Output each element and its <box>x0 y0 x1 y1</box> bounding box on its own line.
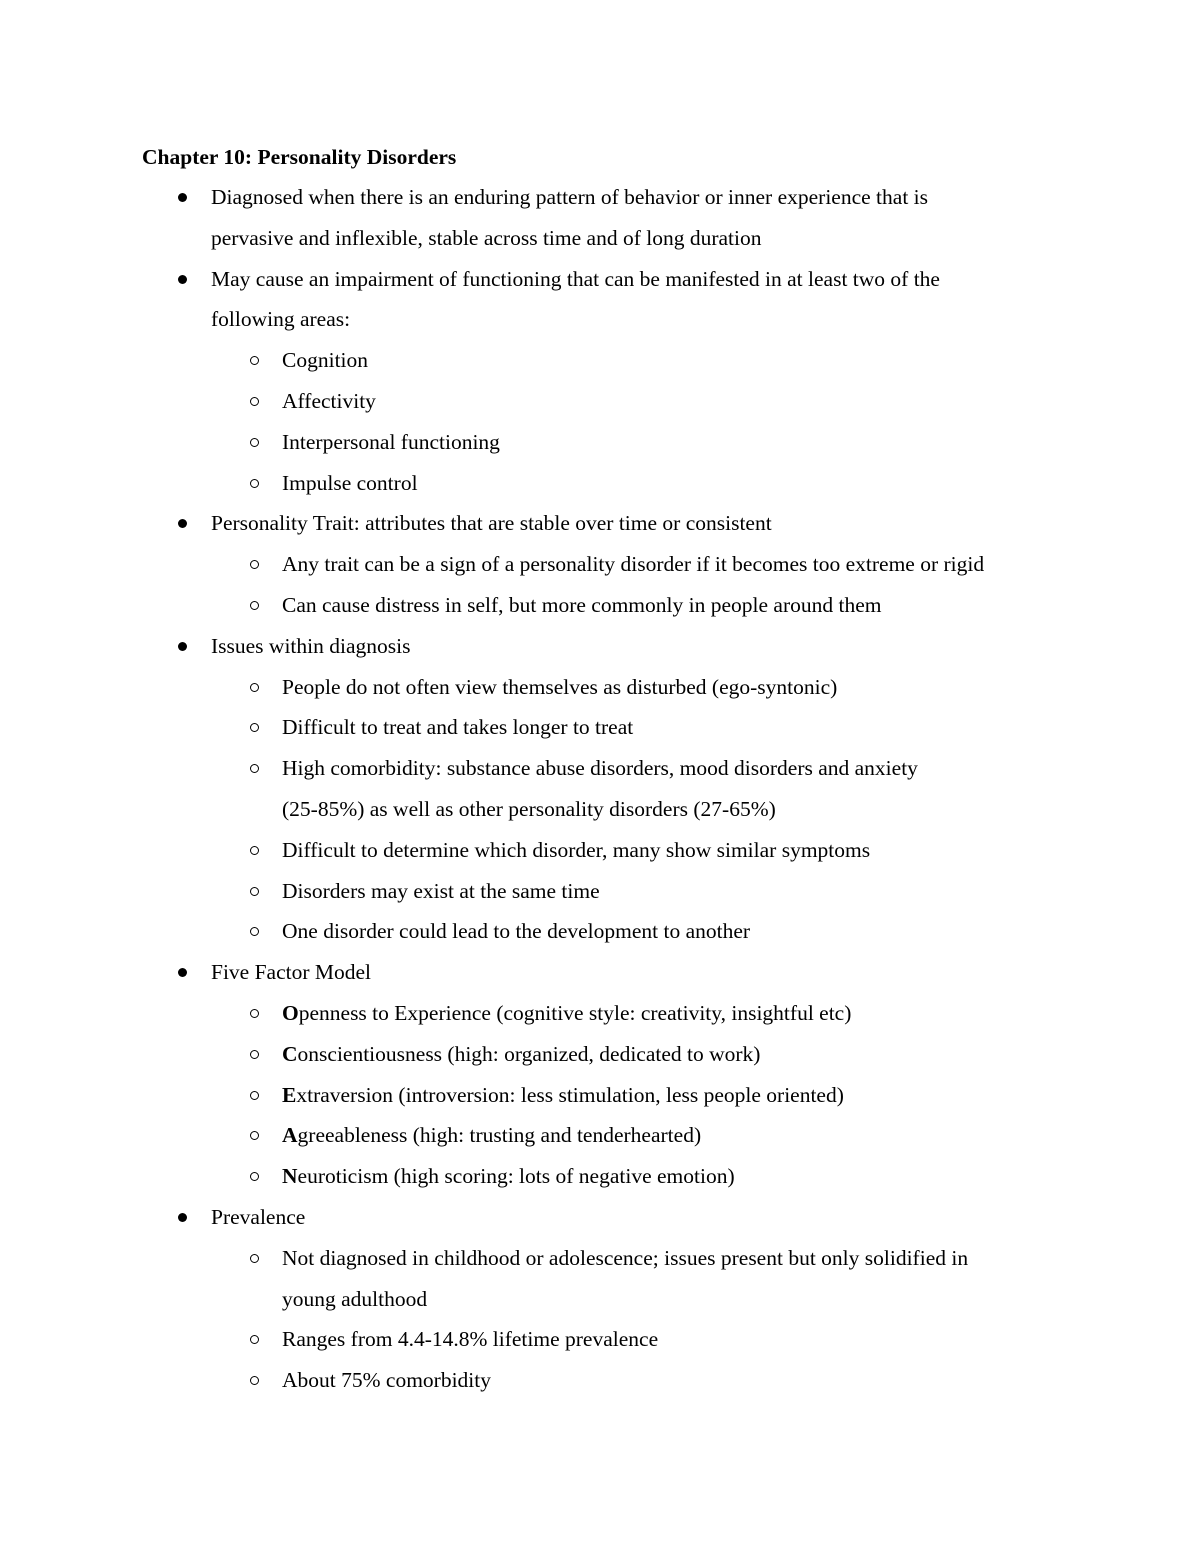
bullet-circle-icon <box>250 1091 259 1100</box>
line-text: Issues within diagnosis <box>211 633 411 658</box>
bullet-circle-icon <box>250 927 259 936</box>
sub-list-item <box>0 1322 1200 1363</box>
line-text: People do not often view themselves as disturbed (ego-syntonic) <box>282 674 838 699</box>
list-item-continuation <box>0 1282 1200 1323</box>
bullet-circle-icon <box>250 887 259 896</box>
line-text: Difficult to determine which disorder, many show similar symptoms <box>282 837 871 862</box>
list-item <box>0 629 1200 670</box>
page-title: Chapter 10: Personality Disorders <box>142 145 457 169</box>
list-item <box>0 180 1200 221</box>
bullet-circle-icon <box>250 1172 259 1181</box>
list-item-continuation <box>0 792 1200 833</box>
bullet-circle-icon <box>250 1335 259 1344</box>
line-text: Cognition <box>282 348 369 373</box>
sub-list-item <box>0 343 1200 384</box>
bullet-disc-icon <box>178 519 187 528</box>
bullet-circle-icon <box>250 1376 259 1385</box>
line-text: Neuroticism (high scoring: lots of negative emotion) <box>282 1164 735 1189</box>
bullet-circle-icon <box>250 356 259 365</box>
line-text: About 75% comorbidity <box>282 1368 492 1393</box>
line-text: Personality Trait: attributes that are stable over time or consistent <box>211 511 772 536</box>
line-text: Extraversion (introversion: less stimulation, less people oriented) <box>282 1082 844 1107</box>
bullet-disc-icon <box>178 1213 187 1222</box>
bullet-circle-icon <box>250 1131 259 1140</box>
line-text: young adulthood <box>282 1286 428 1311</box>
bullet-outline <box>0 180 1200 1404</box>
sub-list-item <box>0 588 1200 629</box>
line-text: Affectivity <box>282 388 376 413</box>
sub-list-item <box>0 1078 1200 1119</box>
acronym-letter: C <box>282 1041 298 1066</box>
bullet-circle-icon <box>250 683 259 692</box>
sub-list-item <box>0 1159 1200 1200</box>
list-item <box>0 506 1200 547</box>
acronym-letter: E <box>282 1082 297 1107</box>
sub-list-item <box>0 547 1200 588</box>
line-text: Disorders may exist at the same time <box>282 878 600 903</box>
sub-list-item <box>0 1037 1200 1078</box>
bullet-circle-icon <box>250 560 259 569</box>
sub-list-item <box>0 996 1200 1037</box>
line-text: Ranges from 4.4-14.8% lifetime prevalence <box>282 1327 659 1352</box>
bullet-circle-icon <box>250 764 259 773</box>
sub-list-item <box>0 914 1200 955</box>
bullet-circle-icon <box>250 397 259 406</box>
line-text: Prevalence <box>211 1204 306 1229</box>
line-text: Difficult to treat and takes longer to treat <box>282 715 634 740</box>
line-text: Conscientiousness (high: organized, dedicated to work) <box>282 1041 761 1066</box>
line-text: High comorbidity: substance abuse disorders, mood disorders and anxiety <box>282 756 918 781</box>
bullet-circle-icon <box>250 1254 259 1263</box>
sub-list-item <box>0 710 1200 751</box>
line-text: Diagnosed when there is an enduring pattern of behavior or inner experience that is <box>211 185 929 209</box>
line-text: May cause an impairment of functioning that can be manifested in at least two of the <box>211 266 940 291</box>
bullet-disc-icon <box>178 968 187 977</box>
list-item <box>0 262 1200 303</box>
line-text: Impulse control <box>282 470 418 495</box>
sub-list-item <box>0 751 1200 792</box>
line-text: Five Factor Model <box>211 960 372 985</box>
bullet-circle-icon <box>250 601 259 610</box>
list-item-continuation <box>0 302 1200 343</box>
bullet-disc-icon <box>178 642 187 651</box>
bullet-circle-icon <box>250 438 259 447</box>
acronym-letter: O <box>282 1000 299 1025</box>
bullet-circle-icon <box>250 1009 259 1018</box>
bullet-circle-icon <box>250 846 259 855</box>
sub-list-item <box>0 670 1200 711</box>
line-text: Not diagnosed in childhood or adolescence; issues present but only solidified in <box>282 1245 969 1270</box>
sub-list-item <box>0 1241 1200 1282</box>
line-text: (25-85%) as well as other personality disorders (27-65%) <box>282 796 776 821</box>
acronym-letter: N <box>282 1164 298 1189</box>
line-text: following areas: <box>211 307 351 332</box>
list-item <box>0 955 1200 996</box>
line-text: Any trait can be a sign of a personality disorder if it becomes too extreme or rigid <box>282 552 985 577</box>
line-text: Agreeableness (high: trusting and tenderhearted) <box>282 1123 702 1148</box>
bullet-circle-icon <box>250 723 259 732</box>
list-item-continuation <box>0 221 1200 262</box>
bullet-disc-icon <box>178 193 187 202</box>
bullet-disc-icon <box>178 275 187 284</box>
sub-list-item <box>0 874 1200 915</box>
line-text: Interpersonal functioning <box>282 429 500 454</box>
line-text: One disorder could lead to the development to another <box>282 919 751 944</box>
line-text: Openness to Experience (cognitive style: creativity, insightful etc) <box>282 1000 852 1025</box>
acronym-letter: A <box>282 1123 298 1148</box>
line-text: Can cause distress in self, but more commonly in people around them <box>282 592 882 617</box>
sub-list-item <box>0 384 1200 425</box>
sub-list-item <box>0 425 1200 466</box>
sub-list-item <box>0 466 1200 507</box>
list-item <box>0 1200 1200 1241</box>
sub-list-item <box>0 1363 1200 1404</box>
bullet-circle-icon <box>250 479 259 488</box>
sub-list-item <box>0 833 1200 874</box>
bullet-circle-icon <box>250 1050 259 1059</box>
line-text: pervasive and inflexible, stable across time and of long duration <box>211 225 762 250</box>
sub-list-item <box>0 1118 1200 1159</box>
